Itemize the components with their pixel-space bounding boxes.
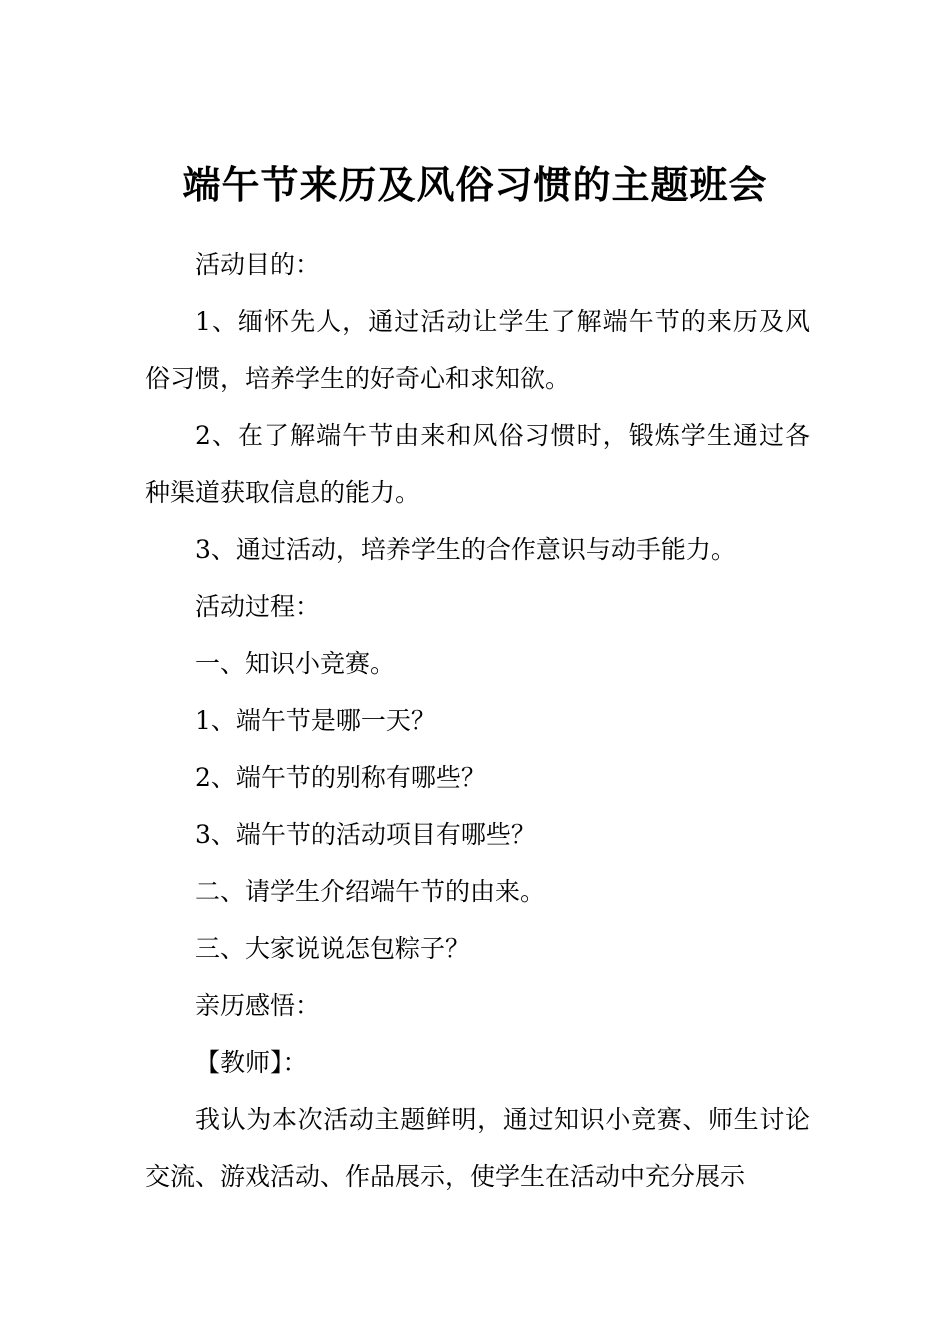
process-step-3: 三、大家说说怎包粽子？ [195,934,471,963]
section-heading-reflection: 亲历感悟： [195,991,321,1020]
section-heading-process: 活动过程： [195,592,321,621]
purpose-item-2: 2、在了解端午节由来和风俗习惯时，锻炼学生通过各种渠道获取信息的能力。 [145,421,810,507]
purpose-item-1: 1、缅怀先人，通过活动让学生了解端午节的来历及风俗习惯，培养学生的好奇心和求知欲。 [145,307,810,393]
section-heading-purpose: 活动目的： [195,250,321,279]
document-title: 端午节来历及风俗习惯的主题班会 [182,162,768,207]
quiz-question-1: 1、端午节是哪一天？ [195,706,436,735]
process-step-2: 二、请学生介绍端午节的由来。 [195,877,546,906]
document-body [145,236,810,1205]
quiz-question-2: 2、端午节的别称有哪些？ [195,763,486,792]
teacher-label: 【教师】： [195,1048,308,1077]
process-step-1: 一、知识小竞赛。 [195,649,396,678]
teacher-comment: 我认为本次活动主题鲜明，通过知识小竞赛、师生讨论交流、游戏活动、作品展示，使学生在活动中充分展示 [145,1105,810,1191]
purpose-item-3: 3、通过活动，培养学生的合作意识与动手能力。 [195,535,736,564]
quiz-question-3: 3、端午节的活动项目有哪些？ [195,820,536,849]
